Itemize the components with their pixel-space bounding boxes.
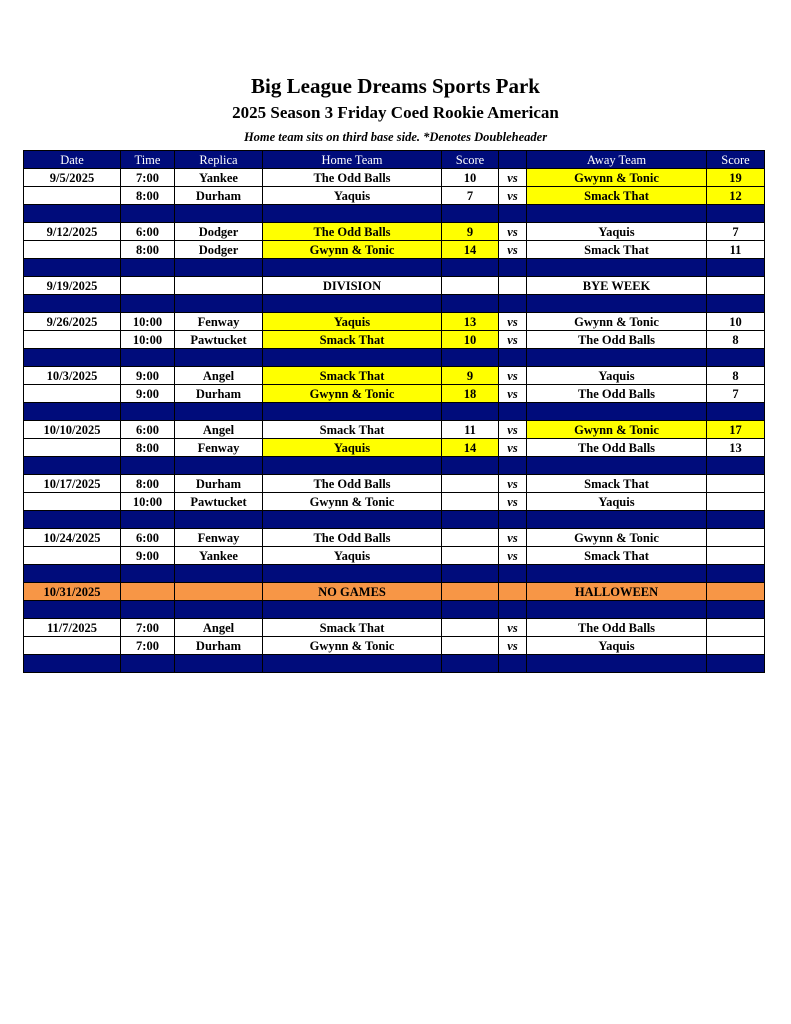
separator-cell (499, 259, 527, 277)
away-score-cell: 19 (707, 169, 765, 187)
schedule-table (23, 150, 765, 673)
separator-cell (527, 565, 707, 583)
home-score-cell: 14 (442, 439, 499, 457)
game-row (24, 475, 765, 493)
date-cell (24, 493, 121, 511)
col-header-time: Time (121, 151, 175, 169)
away-score-cell: 8 (707, 367, 765, 385)
time-cell: 6:00 (121, 421, 175, 439)
replica-cell: Pawtucket (175, 493, 263, 511)
vs-cell: vs (499, 331, 527, 349)
vs-cell: vs (499, 421, 527, 439)
home-score-cell: 14 (442, 241, 499, 259)
separator-cell (527, 457, 707, 475)
separator-cell (442, 259, 499, 277)
holiday-row (24, 583, 765, 601)
date-cell: 10/24/2025 (24, 529, 121, 547)
home-team-cell: Smack That (263, 331, 442, 349)
home-team-cell: Smack That (263, 367, 442, 385)
date-cell: 10/10/2025 (24, 421, 121, 439)
separator-cell (121, 511, 175, 529)
time-cell: 6:00 (121, 223, 175, 241)
separator-cell (24, 601, 121, 619)
home-score-cell (442, 583, 499, 601)
home-team-cell: Yaquis (263, 313, 442, 331)
home-score-cell: 9 (442, 367, 499, 385)
time-cell: 8:00 (121, 439, 175, 457)
game-row (24, 277, 765, 295)
game-row (24, 637, 765, 655)
game-row (24, 241, 765, 259)
vs-cell: vs (499, 439, 527, 457)
separator-cell (707, 565, 765, 583)
separator-cell (527, 601, 707, 619)
vs-cell: vs (499, 475, 527, 493)
vs-cell (499, 583, 527, 601)
col-header-home-team: Home Team (263, 151, 442, 169)
separator-row (24, 601, 765, 619)
home-team-cell: Smack That (263, 421, 442, 439)
separator-cell (707, 259, 765, 277)
home-team-cell: The Odd Balls (263, 475, 442, 493)
home-team-cell: Yaquis (263, 547, 442, 565)
separator-cell (175, 565, 263, 583)
vs-cell: vs (499, 169, 527, 187)
home-team-cell: Gwynn & Tonic (263, 637, 442, 655)
home-score-cell (442, 547, 499, 565)
home-score-cell (442, 493, 499, 511)
separator-cell (527, 295, 707, 313)
page-title: Big League Dreams Sports Park (251, 74, 540, 98)
separator-cell (263, 601, 442, 619)
header-row (24, 151, 765, 169)
separator-cell (121, 655, 175, 673)
page-subtitle: 2025 Season 3 Friday Coed Rookie American (232, 103, 559, 122)
away-score-cell: 10 (707, 313, 765, 331)
away-score-cell (707, 475, 765, 493)
away-team-cell: The Odd Balls (527, 385, 707, 403)
away-score-cell (707, 583, 765, 601)
separator-cell (527, 349, 707, 367)
time-cell: 9:00 (121, 547, 175, 565)
away-score-cell (707, 277, 765, 295)
home-team-cell: The Odd Balls (263, 169, 442, 187)
schedule-body (24, 169, 765, 673)
separator-cell (263, 565, 442, 583)
game-row (24, 619, 765, 637)
away-score-cell: 7 (707, 223, 765, 241)
away-team-cell: HALLOWEEN (527, 583, 707, 601)
separator-cell (707, 205, 765, 223)
home-team-cell: Gwynn & Tonic (263, 385, 442, 403)
time-cell: 6:00 (121, 529, 175, 547)
separator-cell (499, 205, 527, 223)
away-score-cell (707, 619, 765, 637)
col-header-vs (499, 151, 527, 169)
away-team-cell: Gwynn & Tonic (527, 529, 707, 547)
replica-cell: Angel (175, 421, 263, 439)
home-score-cell: 10 (442, 169, 499, 187)
col-header-away-team: Away Team (527, 151, 707, 169)
separator-cell (121, 205, 175, 223)
home-score-cell: 9 (442, 223, 499, 241)
vs-cell: vs (499, 637, 527, 655)
replica-cell: Fenway (175, 439, 263, 457)
home-score-cell: 10 (442, 331, 499, 349)
replica-cell: Fenway (175, 313, 263, 331)
game-row (24, 313, 765, 331)
separator-cell (24, 565, 121, 583)
date-cell (24, 385, 121, 403)
separator-cell (263, 259, 442, 277)
game-row (24, 187, 765, 205)
time-cell: 8:00 (121, 475, 175, 493)
game-row (24, 493, 765, 511)
replica-cell: Durham (175, 637, 263, 655)
away-team-cell: The Odd Balls (527, 331, 707, 349)
away-score-cell (707, 637, 765, 655)
separator-cell (442, 565, 499, 583)
vs-cell: vs (499, 313, 527, 331)
home-team-cell: Gwynn & Tonic (263, 493, 442, 511)
date-cell: 9/19/2025 (24, 277, 121, 295)
separator-cell (24, 403, 121, 421)
replica-cell: Fenway (175, 529, 263, 547)
home-score-cell: 13 (442, 313, 499, 331)
separator-cell (499, 655, 527, 673)
separator-cell (24, 457, 121, 475)
date-cell (24, 439, 121, 457)
replica-cell (175, 277, 263, 295)
separator-cell (175, 205, 263, 223)
date-cell (24, 637, 121, 655)
away-score-cell (707, 547, 765, 565)
vs-cell: vs (499, 619, 527, 637)
date-cell: 10/17/2025 (24, 475, 121, 493)
separator-cell (121, 295, 175, 313)
separator-cell (442, 349, 499, 367)
separator-cell (707, 295, 765, 313)
separator-cell (175, 295, 263, 313)
replica-cell: Yankee (175, 547, 263, 565)
home-team-cell: Yaquis (263, 187, 442, 205)
separator-cell (263, 349, 442, 367)
home-score-cell: 18 (442, 385, 499, 403)
replica-cell (175, 583, 263, 601)
col-header-home-score: Score (442, 151, 499, 169)
away-score-cell (707, 529, 765, 547)
separator-cell (442, 295, 499, 313)
home-score-cell (442, 475, 499, 493)
away-score-cell: 11 (707, 241, 765, 259)
separator-cell (527, 655, 707, 673)
separator-cell (707, 511, 765, 529)
vs-cell: vs (499, 187, 527, 205)
vs-cell: vs (499, 223, 527, 241)
separator-cell (121, 403, 175, 421)
separator-cell (442, 601, 499, 619)
separator-cell (24, 205, 121, 223)
time-cell: 10:00 (121, 313, 175, 331)
away-team-cell: Gwynn & Tonic (527, 421, 707, 439)
separator-row (24, 511, 765, 529)
vs-cell (499, 277, 527, 295)
separator-cell (527, 511, 707, 529)
date-cell: 10/31/2025 (24, 583, 121, 601)
separator-row (24, 259, 765, 277)
separator-cell (707, 655, 765, 673)
away-team-cell: Yaquis (527, 637, 707, 655)
separator-row (24, 295, 765, 313)
away-score-cell: 12 (707, 187, 765, 205)
date-cell (24, 331, 121, 349)
separator-row (24, 403, 765, 421)
vs-cell: vs (499, 241, 527, 259)
away-score-cell: 7 (707, 385, 765, 403)
away-team-cell: Yaquis (527, 493, 707, 511)
home-team-cell: DIVISION (263, 277, 442, 295)
away-team-cell: Gwynn & Tonic (527, 313, 707, 331)
separator-cell (442, 403, 499, 421)
separator-cell (499, 601, 527, 619)
separator-cell (499, 349, 527, 367)
separator-cell (24, 295, 121, 313)
home-score-cell: 11 (442, 421, 499, 439)
home-score-cell: 7 (442, 187, 499, 205)
separator-cell (175, 601, 263, 619)
date-cell: 9/12/2025 (24, 223, 121, 241)
away-score-cell: 13 (707, 439, 765, 457)
separator-cell (121, 349, 175, 367)
game-row (24, 331, 765, 349)
game-row (24, 223, 765, 241)
game-row (24, 421, 765, 439)
away-team-cell: Smack That (527, 475, 707, 493)
date-cell (24, 547, 121, 565)
away-team-cell: Yaquis (527, 367, 707, 385)
time-cell (121, 583, 175, 601)
away-score-cell (707, 493, 765, 511)
separator-cell (499, 403, 527, 421)
game-row (24, 385, 765, 403)
separator-cell (263, 655, 442, 673)
replica-cell: Dodger (175, 223, 263, 241)
time-cell: 7:00 (121, 637, 175, 655)
date-cell: 11/7/2025 (24, 619, 121, 637)
separator-cell (263, 403, 442, 421)
game-row (24, 169, 765, 187)
time-cell (121, 277, 175, 295)
time-cell: 10:00 (121, 331, 175, 349)
home-score-cell (442, 529, 499, 547)
game-row (24, 547, 765, 565)
vs-cell: vs (499, 547, 527, 565)
home-score-cell (442, 637, 499, 655)
away-team-cell: The Odd Balls (527, 619, 707, 637)
time-cell: 7:00 (121, 619, 175, 637)
home-team-cell: NO GAMES (263, 583, 442, 601)
col-header-replica: Replica (175, 151, 263, 169)
separator-cell (175, 511, 263, 529)
separator-cell (263, 205, 442, 223)
separator-cell (24, 511, 121, 529)
time-cell: 9:00 (121, 367, 175, 385)
replica-cell: Durham (175, 385, 263, 403)
home-team-cell: The Odd Balls (263, 223, 442, 241)
separator-cell (121, 565, 175, 583)
separator-cell (175, 457, 263, 475)
separator-cell (499, 295, 527, 313)
separator-row (24, 457, 765, 475)
time-cell: 9:00 (121, 385, 175, 403)
separator-cell (24, 349, 121, 367)
separator-cell (442, 457, 499, 475)
date-cell: 9/26/2025 (24, 313, 121, 331)
separator-cell (24, 259, 121, 277)
away-team-cell: Smack That (527, 547, 707, 565)
separator-row (24, 205, 765, 223)
time-cell: 8:00 (121, 241, 175, 259)
replica-cell: Dodger (175, 241, 263, 259)
date-cell (24, 187, 121, 205)
date-cell (24, 241, 121, 259)
away-score-cell: 8 (707, 331, 765, 349)
replica-cell: Yankee (175, 169, 263, 187)
game-row (24, 529, 765, 547)
separator-cell (527, 259, 707, 277)
separator-cell (121, 259, 175, 277)
away-team-cell: Gwynn & Tonic (527, 169, 707, 187)
home-team-cell: The Odd Balls (263, 529, 442, 547)
separator-cell (442, 655, 499, 673)
separator-cell (527, 403, 707, 421)
separator-row (24, 655, 765, 673)
separator-cell (175, 349, 263, 367)
separator-cell (707, 457, 765, 475)
away-team-cell: Smack That (527, 241, 707, 259)
replica-cell: Durham (175, 187, 263, 205)
home-score-cell (442, 277, 499, 295)
separator-cell (24, 655, 121, 673)
game-row (24, 439, 765, 457)
page-note: Home team sits on third base side. *Denotes Doubleheader (243, 130, 548, 144)
separator-cell (121, 601, 175, 619)
replica-cell: Durham (175, 475, 263, 493)
col-header-away-score: Score (707, 151, 765, 169)
separator-cell (499, 457, 527, 475)
time-cell: 10:00 (121, 493, 175, 511)
separator-row (24, 565, 765, 583)
separator-row (24, 349, 765, 367)
date-cell: 9/5/2025 (24, 169, 121, 187)
separator-cell (707, 601, 765, 619)
separator-cell (263, 457, 442, 475)
away-score-cell: 17 (707, 421, 765, 439)
home-team-cell: Smack That (263, 619, 442, 637)
away-team-cell: Smack That (527, 187, 707, 205)
separator-cell (499, 565, 527, 583)
away-team-cell: The Odd Balls (527, 439, 707, 457)
separator-cell (121, 457, 175, 475)
separator-cell (263, 295, 442, 313)
home-team-cell: Gwynn & Tonic (263, 241, 442, 259)
date-cell: 10/3/2025 (24, 367, 121, 385)
away-team-cell: BYE WEEK (527, 277, 707, 295)
separator-cell (527, 205, 707, 223)
separator-cell (442, 511, 499, 529)
time-cell: 8:00 (121, 187, 175, 205)
vs-cell: vs (499, 493, 527, 511)
vs-cell: vs (499, 529, 527, 547)
separator-cell (263, 511, 442, 529)
separator-cell (175, 403, 263, 421)
replica-cell: Angel (175, 367, 263, 385)
away-team-cell: Yaquis (527, 223, 707, 241)
separator-cell (175, 655, 263, 673)
home-score-cell (442, 619, 499, 637)
col-header-date: Date (24, 151, 121, 169)
separator-cell (499, 511, 527, 529)
replica-cell: Pawtucket (175, 331, 263, 349)
time-cell: 7:00 (121, 169, 175, 187)
vs-cell: vs (499, 367, 527, 385)
separator-cell (442, 205, 499, 223)
replica-cell: Angel (175, 619, 263, 637)
separator-cell (707, 349, 765, 367)
separator-cell (175, 259, 263, 277)
separator-cell (707, 403, 765, 421)
game-row (24, 367, 765, 385)
vs-cell: vs (499, 385, 527, 403)
home-team-cell: Yaquis (263, 439, 442, 457)
